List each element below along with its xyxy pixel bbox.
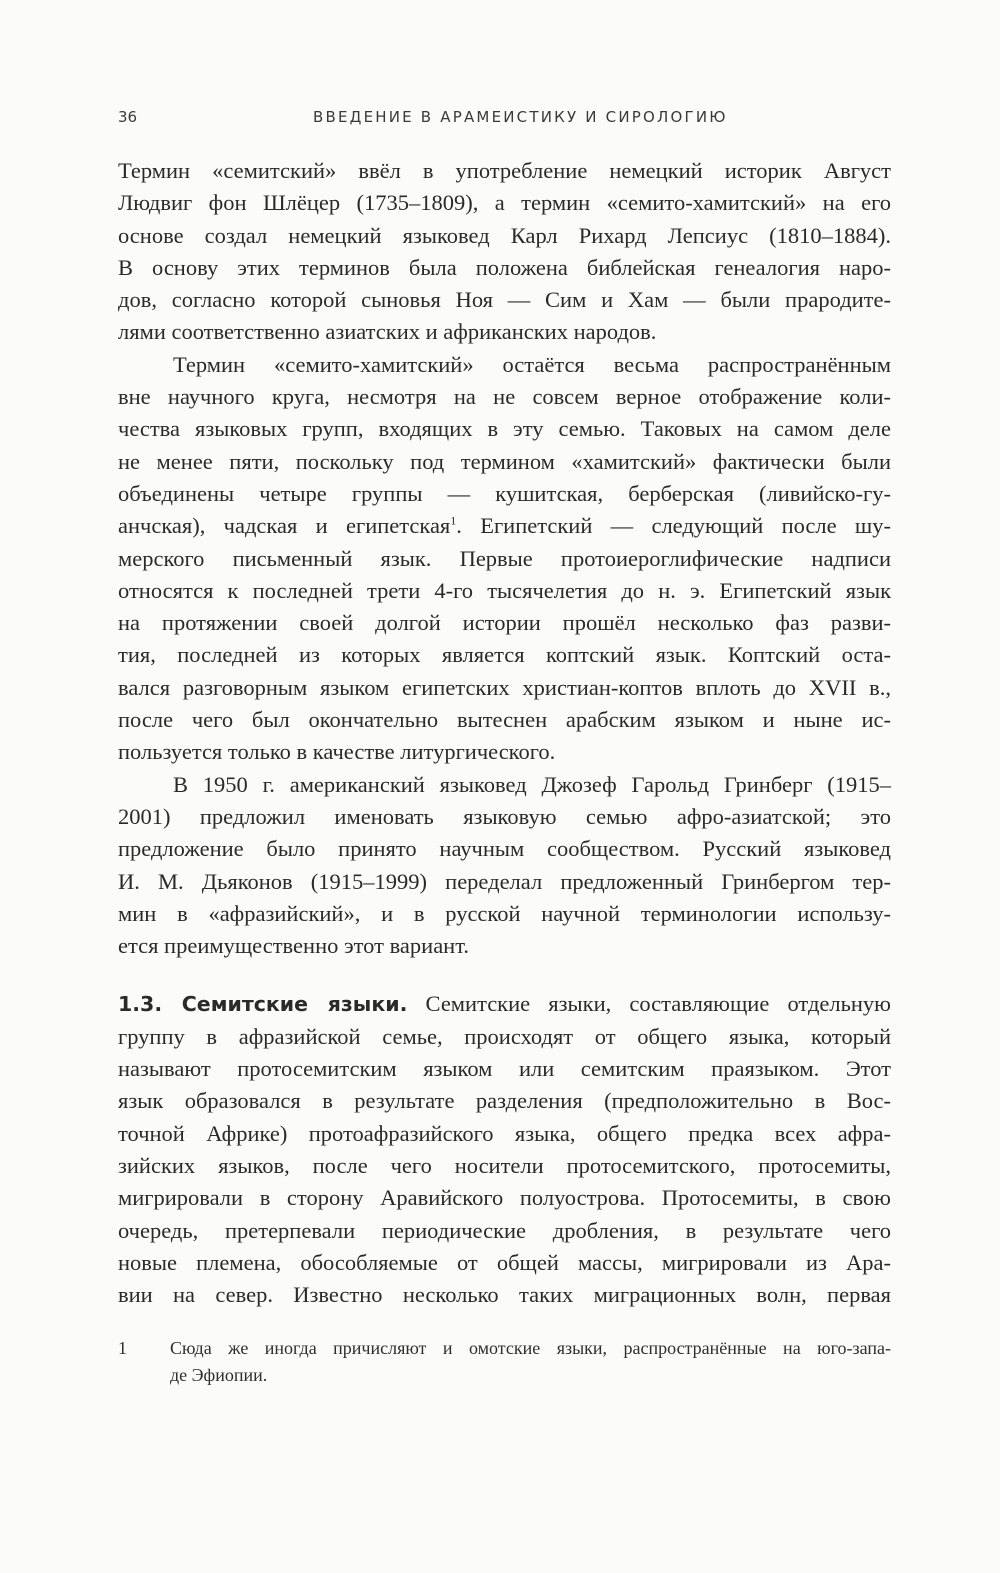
text-line: ется преимущественно этот вариант. bbox=[118, 933, 469, 959]
text-line: дов, согласно которой сыновья Ноя — Сим и Хам — были прародите- bbox=[118, 287, 891, 313]
text-line: мигрировали в сторону Аравийского полуострова. Протосемиты, в свою bbox=[118, 1185, 891, 1211]
text-line: зийских языков, после чего носители протосемитского, протосемиты, bbox=[118, 1152, 891, 1178]
text-run: . Египетский — следующий после шу- bbox=[456, 513, 891, 539]
page-number: 36 bbox=[118, 108, 138, 126]
text-line: группу в афразийской семье, происходят от общего языка, который bbox=[118, 1023, 891, 1049]
running-head bbox=[118, 108, 891, 130]
text-line: В 1950 г. американский языковед Джозеф Гарольд Гринберг (1915– bbox=[173, 771, 891, 797]
paragraph-2 bbox=[118, 349, 891, 769]
text-line: предложение было принято научным сообществом. Русский языковед bbox=[118, 836, 891, 862]
section-spacer bbox=[118, 962, 891, 988]
text-line: основе создал немецкий языковед Карл Рихард Лепсиус (1810–1884). bbox=[118, 222, 891, 248]
text-line: называют протосемитским языком или семитским праязыком. Этот bbox=[118, 1056, 891, 1082]
text-line: вии на север. Известно несколько таких миграционных волн, первая bbox=[118, 1282, 891, 1308]
text-line: точной Африке) протоафразийского языка, общего предка всех афра- bbox=[118, 1120, 891, 1146]
text-line: Людвиг фон Шлёцер (1735–1809), а термин «семито-хамитский» на его bbox=[118, 190, 891, 216]
text-line: после чего был окончательно вытеснен арабским языком и ныне ис- bbox=[118, 707, 891, 733]
text-line: вался разговорным языком египетских христиан-коптов вплоть до XVII в., bbox=[118, 674, 891, 700]
footnote-reference[interactable]: 1 bbox=[450, 513, 457, 528]
text-line: не менее пяти, поскольку под термином «хамитский» фактически были bbox=[118, 448, 891, 474]
section-first-line bbox=[118, 988, 891, 1020]
footnote-text bbox=[170, 1335, 891, 1389]
text-line: 2001) предложил именовать языковую семью афро-азиатской; это bbox=[118, 803, 891, 829]
text-line: И. М. Дьяконов (1915–1999) переделал предложенный Гринбергом тер- bbox=[118, 868, 891, 894]
text-run: анчская), чадская и египетская bbox=[118, 513, 451, 539]
text-line: на протяжении своей долгой истории прошёл несколько фаз разви- bbox=[118, 610, 891, 636]
footnote-line: де Эфиопии. bbox=[170, 1365, 268, 1385]
text-line: тия, последней из которых является коптский язык. Коптский оста- bbox=[118, 642, 891, 668]
text-run: Семитские языки, составляющие отдельную bbox=[407, 991, 891, 1017]
text-line: очередь, претерпевали периодические дробления, в результате чего bbox=[118, 1217, 891, 1243]
text-line: В основу этих терминов была положена библейская генеалогия наро- bbox=[118, 254, 891, 280]
section-heading: 1.3. Семитские языки. bbox=[118, 992, 408, 1017]
body-text bbox=[118, 155, 891, 1311]
text-line: Термин «семито-хамитский» остаётся весьма распространённым bbox=[173, 351, 891, 377]
text-line: мерского письменный язык. Первые протоиероглифические надписи bbox=[118, 545, 891, 571]
text-line: пользуется только в качестве литургического. bbox=[118, 739, 556, 765]
text-line: относятся к последней трети 4-го тысячелетия до н. э. Египетский язык bbox=[118, 577, 891, 603]
text-line: мин в «афразийский», и в русской научной терминологии использу- bbox=[118, 900, 891, 926]
footnote-line: Сюда же иногда причисляют и омотские языки, распространённые на юго-запа- bbox=[170, 1338, 891, 1358]
section-1-3 bbox=[118, 988, 891, 1311]
paragraph-3 bbox=[118, 769, 891, 963]
paragraph-1 bbox=[118, 155, 891, 349]
text-line: язык образовался в результате разделения (предположительно в Вос- bbox=[118, 1088, 891, 1114]
text-line: объединены четыре группы — кушитская, берберская (ливийско-гу- bbox=[118, 480, 891, 506]
text-line: Термин «семитский» ввёл в употребление немецкий историк Август bbox=[118, 158, 891, 183]
running-title: ВВЕДЕНИЕ В АРАМЕИСТИКУ И СИРОЛОГИЮ bbox=[313, 108, 728, 126]
text-line-with-footnote bbox=[118, 510, 891, 542]
text-line: чества языковых групп, входящих в эту семью. Таковых на самом деле bbox=[118, 416, 891, 442]
footnote-number: 1 bbox=[118, 1338, 127, 1358]
text-line: вне научного круга, несмотря на не совсем верное отображение коли- bbox=[118, 384, 891, 410]
text-line: лями соответственно азиатских и африканских народов. bbox=[118, 319, 657, 345]
text-line: новые племена, обособляемые от общей массы, мигрировали из Ара- bbox=[118, 1249, 891, 1275]
